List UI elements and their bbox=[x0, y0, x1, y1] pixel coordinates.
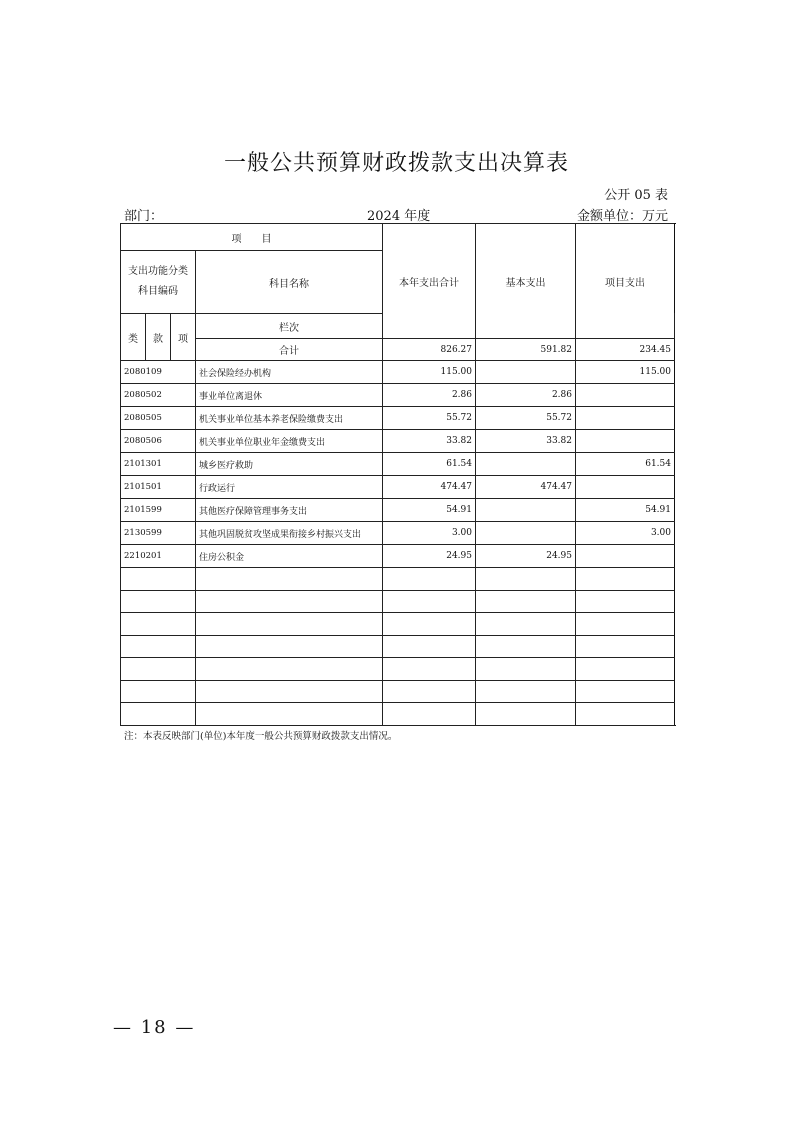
basic-expenditure-cell bbox=[476, 453, 576, 476]
empty-cell bbox=[121, 635, 196, 658]
empty-cell bbox=[476, 590, 576, 613]
header-item-group: 项 目 bbox=[121, 224, 383, 251]
total-expenditure-cell: 115.00 bbox=[383, 361, 476, 384]
footnote: 注：本表反映部门(单位)本年度一般公共预算财政拨款支出情况。 bbox=[124, 731, 398, 742]
project-expenditure-cell: 61.54 bbox=[576, 453, 675, 476]
subject-name: 城乡医疗救助 bbox=[196, 453, 383, 476]
department-label: 部门： bbox=[124, 209, 164, 224]
basic-expenditure-cell: 33.82 bbox=[476, 430, 576, 453]
basic-expenditure-cell: 24.95 bbox=[476, 545, 576, 568]
project-expenditure-cell: 3.00 bbox=[576, 522, 675, 545]
header-lei: 类 bbox=[121, 314, 146, 361]
project-expenditure-cell bbox=[576, 430, 675, 453]
project-expenditure-cell: 54.91 bbox=[576, 499, 675, 522]
basic-expenditure-cell bbox=[476, 361, 576, 384]
empty-cell bbox=[383, 680, 476, 703]
empty-cell bbox=[383, 590, 476, 613]
empty-cell bbox=[476, 658, 576, 681]
header-function-code: 支出功能分类 科目编码 bbox=[121, 251, 196, 314]
subject-name: 其他巩固脱贫攻坚成果衔接乡村振兴支出 bbox=[196, 522, 383, 545]
empty-cell bbox=[576, 635, 675, 658]
empty-cell bbox=[383, 613, 476, 636]
empty-cell bbox=[476, 613, 576, 636]
project-expenditure-cell bbox=[576, 407, 675, 430]
subject-name: 事业单位离退休 bbox=[196, 384, 383, 407]
project-expenditure-cell bbox=[576, 384, 675, 407]
total-value: 234.45 bbox=[576, 339, 675, 361]
table-row bbox=[121, 430, 675, 453]
total-expenditure-cell: 61.54 bbox=[383, 453, 476, 476]
subject-name: 其他医疗保障管理事务支出 bbox=[196, 499, 383, 522]
basic-expenditure-cell bbox=[476, 522, 576, 545]
header-subject-name: 科目名称 bbox=[196, 251, 383, 314]
total-expenditure-cell: 55.72 bbox=[383, 407, 476, 430]
project-expenditure-cell bbox=[576, 545, 675, 568]
table-row bbox=[121, 522, 675, 545]
subject-code: 2101301 bbox=[121, 453, 196, 476]
header-xiang: 项 bbox=[171, 314, 196, 361]
empty-cell bbox=[476, 703, 576, 726]
empty-cell bbox=[476, 680, 576, 703]
empty-row bbox=[121, 590, 675, 613]
empty-cell bbox=[383, 635, 476, 658]
page-number: — 18 — bbox=[113, 1017, 196, 1038]
empty-cell bbox=[196, 590, 383, 613]
fiscal-year: 2024 年度 bbox=[367, 209, 431, 224]
empty-cell bbox=[196, 703, 383, 726]
form-number: 公开 05 表 bbox=[604, 188, 668, 203]
empty-row bbox=[121, 680, 675, 703]
subject-code: 2101501 bbox=[121, 476, 196, 499]
empty-cell bbox=[576, 658, 675, 681]
amount-unit-label: 金额单位：万元 bbox=[576, 209, 668, 224]
total-expenditure-cell: 2.86 bbox=[383, 384, 476, 407]
subject-code: 2101599 bbox=[121, 499, 196, 522]
header-total-expenditure: 本年支出合计 bbox=[383, 224, 476, 339]
empty-cell bbox=[196, 568, 383, 591]
empty-cell bbox=[196, 613, 383, 636]
empty-cell bbox=[121, 703, 196, 726]
empty-row bbox=[121, 568, 675, 591]
basic-expenditure-cell: 474.47 bbox=[476, 476, 576, 499]
subject-code: 2080502 bbox=[121, 384, 196, 407]
total-value: 826.27 bbox=[383, 339, 476, 361]
empty-cell bbox=[121, 568, 196, 591]
table-row bbox=[121, 499, 675, 522]
header-project-expenditure: 项目支出 bbox=[576, 224, 675, 339]
header-column-index-label: 栏次 bbox=[196, 314, 383, 339]
table-row bbox=[121, 361, 675, 384]
subject-name: 住房公积金 bbox=[196, 545, 383, 568]
total-expenditure-cell: 3.00 bbox=[383, 522, 476, 545]
empty-cell bbox=[121, 680, 196, 703]
header-kuan: 款 bbox=[146, 314, 171, 361]
project-expenditure-cell bbox=[576, 476, 675, 499]
total-expenditure-cell: 474.47 bbox=[383, 476, 476, 499]
empty-cell bbox=[196, 658, 383, 681]
subject-name: 行政运行 bbox=[196, 476, 383, 499]
subject-name: 机关事业单位基本养老保险缴费支出 bbox=[196, 407, 383, 430]
basic-expenditure-cell: 55.72 bbox=[476, 407, 576, 430]
empty-cell bbox=[476, 568, 576, 591]
empty-cell bbox=[576, 703, 675, 726]
empty-cell bbox=[383, 658, 476, 681]
total-value: 591.82 bbox=[476, 339, 576, 361]
empty-cell bbox=[576, 590, 675, 613]
empty-cell bbox=[576, 680, 675, 703]
total-expenditure-cell: 24.95 bbox=[383, 545, 476, 568]
empty-cell bbox=[121, 658, 196, 681]
basic-expenditure-cell bbox=[476, 499, 576, 522]
header-basic-expenditure: 基本支出 bbox=[476, 224, 576, 339]
document-title: 一般公共预算财政拨款支出决算表 bbox=[223, 151, 569, 176]
empty-cell bbox=[383, 568, 476, 591]
table-row bbox=[121, 407, 675, 430]
total-row-label: 合计 bbox=[196, 339, 383, 361]
table-row bbox=[121, 476, 675, 499]
subject-code: 2130599 bbox=[121, 522, 196, 545]
subject-code: 2080505 bbox=[121, 407, 196, 430]
subject-code: 2080506 bbox=[121, 430, 196, 453]
total-expenditure-cell: 54.91 bbox=[383, 499, 476, 522]
subject-code: 2080109 bbox=[121, 361, 196, 384]
empty-row bbox=[121, 658, 675, 681]
table-row bbox=[121, 545, 675, 568]
empty-cell bbox=[576, 568, 675, 591]
empty-cell bbox=[121, 613, 196, 636]
subject-code: 2210201 bbox=[121, 545, 196, 568]
total-expenditure-cell: 33.82 bbox=[383, 430, 476, 453]
empty-cell bbox=[576, 613, 675, 636]
table-row bbox=[121, 384, 675, 407]
basic-expenditure-cell: 2.86 bbox=[476, 384, 576, 407]
empty-cell bbox=[196, 635, 383, 658]
project-expenditure-cell: 115.00 bbox=[576, 361, 675, 384]
empty-cell bbox=[383, 703, 476, 726]
empty-row bbox=[121, 613, 675, 636]
subject-name: 社会保险经办机构 bbox=[196, 361, 383, 384]
empty-cell bbox=[476, 635, 576, 658]
expenditure-table bbox=[120, 223, 675, 726]
empty-cell bbox=[196, 680, 383, 703]
empty-row bbox=[121, 635, 675, 658]
table-row bbox=[121, 453, 675, 476]
empty-row bbox=[121, 703, 675, 726]
subject-name: 机关事业单位职业年金缴费支出 bbox=[196, 430, 383, 453]
empty-cell bbox=[121, 590, 196, 613]
